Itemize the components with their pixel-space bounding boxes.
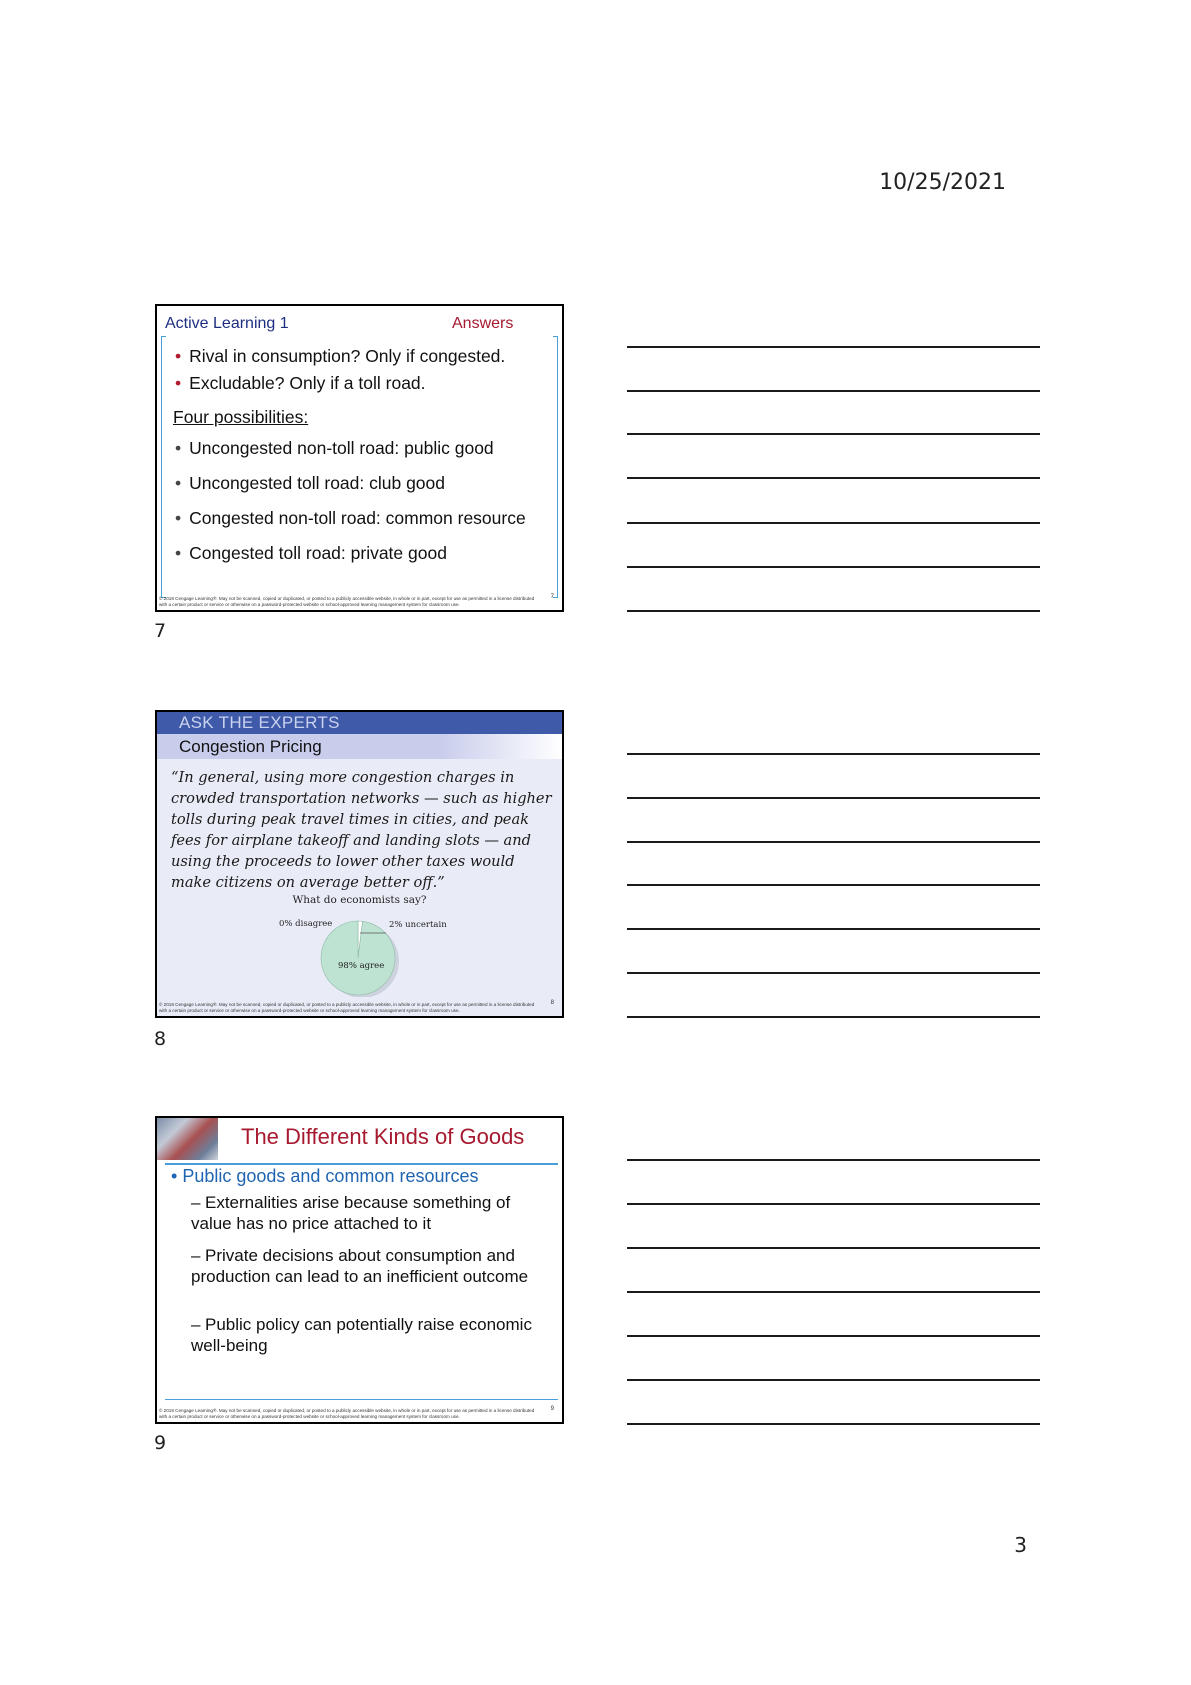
note-line (627, 1016, 1040, 1018)
note-line (627, 1247, 1040, 1249)
possibility-item: • Uncongested toll road: club good (175, 473, 446, 493)
note-line (627, 1291, 1040, 1293)
slide-kinds-of-goods (155, 1116, 564, 1424)
note-line (627, 797, 1040, 799)
copyright-notice: © 2018 Cengage Learning®. May not be scanned, copied or duplicated, or posted to a publicly accessible website, in whole or in part, except for use as permitted in a license distributed with a certain product or service or otherwise on a password-protected website or school-approved learning management system for classroom use. (159, 596, 535, 607)
pie-slices (321, 921, 395, 995)
note-line (627, 1379, 1040, 1381)
title-rule (165, 1163, 558, 1165)
possibility-item: • Congested toll road: private good (175, 543, 447, 563)
note-line (627, 928, 1040, 930)
subheading: Four possibilities: (173, 407, 309, 427)
note-line (627, 1159, 1040, 1161)
pie-slice-agree (321, 921, 395, 995)
possibility-item: • Congested non-toll road: common resource (175, 508, 526, 528)
bullet-icon: • (175, 473, 182, 493)
note-line (627, 433, 1040, 435)
subbullet-item: – Externalities arise because something of value has no price attached to it (191, 1193, 511, 1233)
right-bracket (550, 336, 558, 600)
slide-active-learning (155, 304, 564, 612)
note-line (627, 346, 1040, 348)
bullet-item: • Public goods and common resources (171, 1166, 479, 1186)
slide-title: The Different Kinds of Goods (241, 1124, 525, 1149)
subbullet-item: – Private decisions about consumption and production can lead to an inefficient outcome (191, 1246, 529, 1286)
note-line (627, 972, 1040, 974)
note-line (627, 1335, 1040, 1337)
slide-subtitle: Congestion Pricing (179, 737, 322, 756)
slide-number: 9 (154, 1432, 167, 1454)
note-line (627, 522, 1040, 524)
slide-page-number: 8 (550, 1000, 554, 1006)
bullet-icon: • (175, 346, 182, 366)
bullet-item: • Rival in consumption? Only if congested. (175, 346, 506, 366)
pie-label-disagree: 0% disagree (279, 919, 333, 929)
note-line (627, 566, 1040, 568)
copyright-notice: © 2018 Cengage Learning®. May not be scanned, copied or duplicated, or posted to a publicly accessible website, in whole or in part, except for use as permitted in a license distributed with a certain product or service or otherwise on a password-protected website or school-approved learning management system for classroom use. (159, 1002, 535, 1013)
slide-number: 8 (154, 1028, 167, 1050)
slide-page-number: 9 (550, 1406, 554, 1412)
pie-label-agree: 98% agree (338, 961, 385, 971)
bullet-icon: • (175, 373, 182, 393)
page-number: 3 (1014, 1533, 1027, 1557)
footer-rule (165, 1399, 558, 1400)
bullet-icon: • (175, 508, 182, 528)
slide-ask-the-experts (155, 710, 564, 1018)
note-line (627, 610, 1040, 612)
note-line (627, 753, 1040, 755)
bullet-item: • Excludable? Only if a toll road. (175, 373, 426, 393)
slide-title: Active Learning 1 (165, 315, 289, 332)
slide-number: 7 (154, 620, 167, 642)
note-line (627, 841, 1040, 843)
bullet-icon: • (171, 1166, 178, 1186)
document-date: 10/25/2021 (879, 170, 1006, 195)
band-title: ASK THE EXPERTS (179, 713, 340, 732)
bullet-icon: • (175, 543, 182, 563)
subbullet-item: – Public policy can potentially raise economic well-being (191, 1315, 532, 1355)
pie-chart (157, 907, 562, 997)
left-bracket (161, 336, 166, 598)
pie-label-uncertain: 2% uncertain (389, 920, 447, 930)
copyright-notice: © 2018 Cengage Learning®. May not be scanned, copied or duplicated, or posted to a publicly accessible website, in whole or in part, except for use as permitted in a license distributed with a certain product or service or otherwise on a password-protected website or school-approved learning management system for classroom use. (159, 1408, 535, 1419)
answers-label: Answers (452, 315, 514, 332)
possibility-item: • Uncongested non-toll road: public good (175, 438, 494, 458)
expert-quote: “In general, using more congestion charges in crowded transportation networks — such as higher tolls during peak travel times in cities, and peak fees for airplane takeoff and landing slots — and using the proceeds to lower other taxes would make citizens on average better off.” (171, 769, 552, 891)
slide-page-number: 7 (550, 594, 554, 600)
note-line (627, 1203, 1040, 1205)
note-line (627, 477, 1040, 479)
note-line (627, 390, 1040, 392)
header-photo (157, 1118, 218, 1160)
chart-title: What do economists say? (292, 894, 427, 906)
bullet-icon: • (175, 438, 182, 458)
note-line (627, 884, 1040, 886)
note-line (627, 1423, 1040, 1425)
